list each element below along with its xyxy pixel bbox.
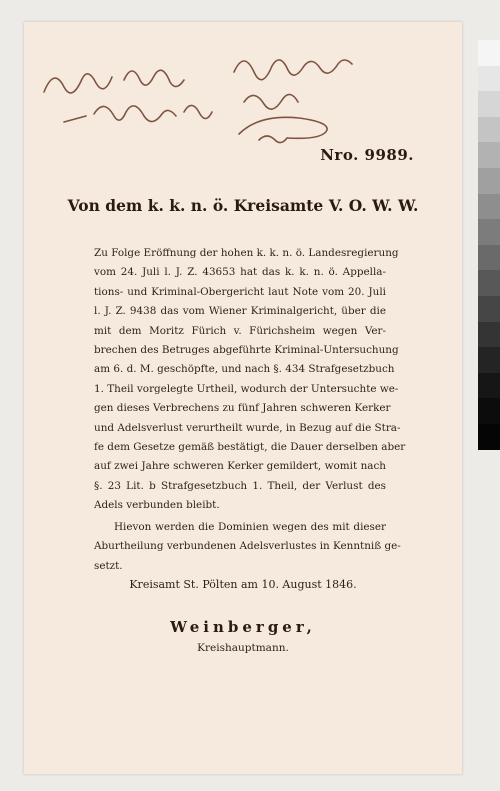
- signer-name: Weinberger,: [170, 618, 316, 636]
- body-line: Adels verbunden bleibt.: [94, 499, 220, 512]
- document-page: [24, 22, 462, 774]
- body-line: gen dieses Verbrechens zu fünf Jahren schweren Kerker: [94, 402, 391, 415]
- body-line: setzt.: [94, 559, 123, 572]
- body-line: 1. Theil vorgelegte Urtheil, wodurch der Untersuchte we-: [94, 382, 399, 395]
- body-line: brechen des Betruges abgeführte Kriminal-Untersuchung: [94, 344, 399, 357]
- color-calibration-strip: [478, 40, 500, 450]
- body-line: vom 24. Juli l. J. Z. 43653 hat das k. k. n. ö. Appella-: [94, 266, 386, 279]
- document-number: Nro. 9989.: [320, 146, 414, 164]
- body-line: Hievon werden die Dominien wegen des mit dieser: [114, 520, 386, 533]
- body-line: am 6. d. M. geschöpfte, und nach §. 434 Strafgesetzbuch: [94, 363, 395, 376]
- place-and-date: Kreisamt St. Pölten am 10. August 1846.: [129, 578, 357, 591]
- signer-role: Kreishauptmann.: [197, 642, 289, 654]
- body-line: fe dem Gesetze gemäß bestätigt, die Dauer derselben aber: [94, 441, 406, 454]
- body-line: tions- und Kriminal-Obergericht laut Note vom 20. Juli: [94, 285, 386, 298]
- body-line: mit dem Moritz Fürich v. Fürichsheim wegen Ver-: [94, 324, 386, 337]
- body-line: §. 23 Lit. b Strafgesetzbuch 1. Theil, der Verlust des: [94, 479, 386, 492]
- body-line: Zu Folge Eröffnung der hohen k. k. n. ö. Landesregierung: [94, 247, 399, 259]
- body-line: Aburtheilung verbundenen Adelsverlustes in Kenntniß ge-: [94, 540, 401, 553]
- body-line: und Adelsverlust verurtheilt wurde, in Bezug auf die Stra-: [94, 421, 401, 434]
- body-line: auf zwei Jahre schweren Kerker gemildert, womit nach: [94, 460, 386, 473]
- body-line: l. J. Z. 9438 das vom Wiener Kriminalgericht, über die: [94, 305, 386, 318]
- document-body: [94, 244, 406, 576]
- handwritten-annotations: [24, 22, 462, 152]
- document-heading: Von dem k. k. n. ö. Kreisamte V. O. W. W.: [67, 196, 419, 215]
